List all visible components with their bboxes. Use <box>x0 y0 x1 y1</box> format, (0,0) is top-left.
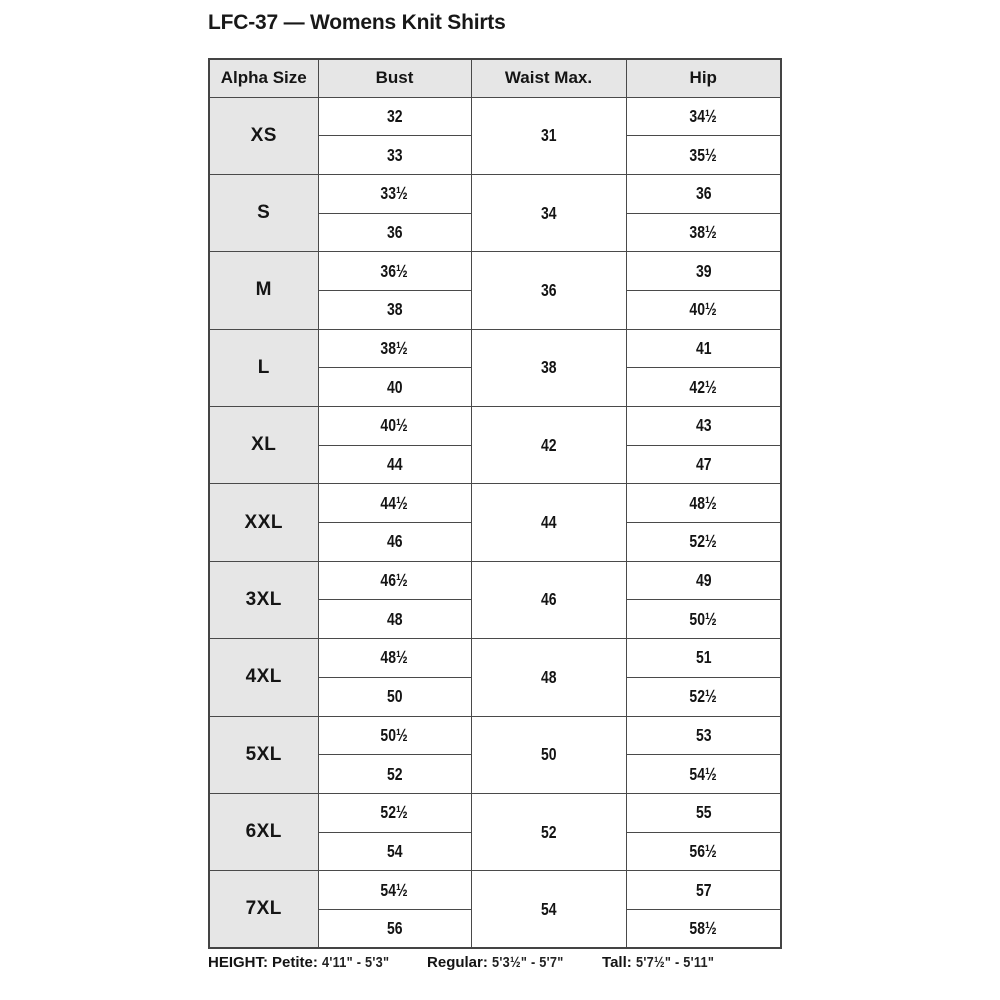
waist-value <box>471 871 626 948</box>
hip-value <box>626 716 781 755</box>
header-waist-max: Waist Max. <box>471 59 626 97</box>
bust-value <box>318 600 471 639</box>
hip-value <box>626 909 781 948</box>
bust-value-text: 40 <box>386 376 403 397</box>
hip-value-text: 54½ <box>689 763 717 784</box>
table-row <box>209 871 781 910</box>
petite-label: Petite: <box>272 954 318 971</box>
table-row <box>209 174 781 213</box>
bust-value <box>318 252 471 291</box>
regular-value: 5'3½" - 5'7" <box>491 954 564 971</box>
hip-value-text: 55 <box>695 802 712 823</box>
bust-value-text: 33 <box>386 144 403 165</box>
hip-value <box>626 290 781 329</box>
hip-value-text: 49 <box>695 570 712 591</box>
bust-value <box>318 213 471 252</box>
hip-value <box>626 407 781 446</box>
waist-value-text: 50 <box>540 744 557 765</box>
header-bust: Bust <box>318 59 471 97</box>
bust-value <box>318 174 471 213</box>
hip-value-text: 52½ <box>689 686 717 707</box>
bust-value <box>318 523 471 562</box>
hip-value-text: 38½ <box>689 221 717 242</box>
waist-value <box>471 484 626 561</box>
hip-value-text: 47 <box>695 454 712 475</box>
hip-value-text: 42½ <box>689 376 717 397</box>
hip-value <box>626 136 781 175</box>
height-footnote <box>208 954 754 971</box>
bust-value-text: 32 <box>386 105 403 126</box>
bust-value-text: 33½ <box>380 183 409 204</box>
table-row <box>209 252 781 291</box>
hip-value <box>626 445 781 484</box>
table-row <box>209 639 781 678</box>
header-alpha-size: Alpha Size <box>209 59 318 97</box>
alpha-size-cell: XXL <box>209 484 318 561</box>
bust-value-text: 40½ <box>380 415 409 436</box>
bust-value-text: 48½ <box>380 647 409 668</box>
alpha-size-cell: 7XL <box>209 871 318 948</box>
table-row <box>209 329 781 368</box>
waist-value-text: 31 <box>540 125 557 146</box>
petite-range <box>272 954 401 971</box>
bust-value-text: 44½ <box>380 492 409 513</box>
table-row <box>209 407 781 446</box>
hip-value <box>626 174 781 213</box>
tall-label: Tall: <box>602 954 632 971</box>
hip-value <box>626 484 781 523</box>
bust-value <box>318 368 471 407</box>
petite-value: 4'11" - 5'3" <box>321 954 390 971</box>
bust-value-text: 50½ <box>380 724 409 745</box>
hip-value <box>626 213 781 252</box>
waist-value <box>471 97 626 174</box>
hip-value <box>626 639 781 678</box>
bust-value <box>318 329 471 368</box>
regular-range <box>427 954 576 971</box>
hip-value-text: 36 <box>695 183 712 204</box>
hip-value <box>626 832 781 871</box>
waist-value-text: 48 <box>540 666 557 687</box>
hip-value-text: 51 <box>695 647 712 668</box>
bust-value-text: 50 <box>386 686 403 707</box>
hip-value-text: 52½ <box>689 531 717 552</box>
hip-value-text: 35½ <box>689 144 717 165</box>
table-row <box>209 793 781 832</box>
bust-value <box>318 407 471 446</box>
waist-value <box>471 639 626 716</box>
table-row <box>209 484 781 523</box>
bust-value-text: 52 <box>386 763 403 784</box>
bust-value <box>318 716 471 755</box>
bust-value <box>318 909 471 948</box>
alpha-size-cell: 6XL <box>209 793 318 870</box>
bust-value-text: 36½ <box>380 260 409 281</box>
hip-value <box>626 252 781 291</box>
hip-value-text: 57 <box>695 879 712 900</box>
bust-value <box>318 445 471 484</box>
alpha-size-cell: 3XL <box>209 561 318 638</box>
bust-value <box>318 793 471 832</box>
hip-value-text: 39 <box>695 260 712 281</box>
hip-value <box>626 871 781 910</box>
hip-value <box>626 329 781 368</box>
bust-value-text: 54 <box>386 840 403 861</box>
hip-value <box>626 523 781 562</box>
alpha-size-cell: 5XL <box>209 716 318 793</box>
waist-value-text: 42 <box>540 434 557 455</box>
bust-value <box>318 97 471 136</box>
alpha-size-cell: S <box>209 174 318 251</box>
hip-value <box>626 561 781 600</box>
waist-value-text: 52 <box>540 821 557 842</box>
alpha-size-cell: XL <box>209 407 318 484</box>
alpha-size-cell: XS <box>209 97 318 174</box>
bust-value <box>318 832 471 871</box>
hip-value-text: 48½ <box>689 492 717 513</box>
bust-value <box>318 561 471 600</box>
bust-value-text: 52½ <box>380 802 409 823</box>
hip-value <box>626 793 781 832</box>
bust-value <box>318 639 471 678</box>
waist-value <box>471 793 626 870</box>
hip-value-text: 56½ <box>689 840 717 861</box>
alpha-size-cell: 4XL <box>209 639 318 716</box>
hip-value-text: 43 <box>695 415 712 436</box>
waist-value <box>471 329 626 406</box>
waist-value-text: 38 <box>540 357 557 378</box>
hip-value <box>626 755 781 794</box>
header-hip: Hip <box>626 59 781 97</box>
bust-value-text: 36 <box>386 221 403 242</box>
alpha-size-cell: M <box>209 252 318 329</box>
alpha-size-cell: L <box>209 329 318 406</box>
table-row <box>209 716 781 755</box>
waist-value-text: 46 <box>540 589 557 610</box>
waist-value-text: 36 <box>540 279 557 300</box>
hip-value <box>626 677 781 716</box>
bust-value-text: 54½ <box>380 879 409 900</box>
waist-value-text: 34 <box>540 202 557 223</box>
bust-value <box>318 484 471 523</box>
hip-value-text: 41 <box>695 337 712 358</box>
tall-value: 5'7½" - 5'11" <box>635 954 714 971</box>
waist-value-text: 44 <box>540 512 557 533</box>
bust-value <box>318 290 471 329</box>
hip-value <box>626 600 781 639</box>
table-row <box>209 97 781 136</box>
waist-value <box>471 407 626 484</box>
bust-value-text: 46½ <box>380 570 409 591</box>
bust-value-text: 44 <box>386 454 403 475</box>
hip-value-text: 53 <box>695 724 712 745</box>
waist-value <box>471 716 626 793</box>
bust-value-text: 38 <box>386 299 403 320</box>
bust-value <box>318 136 471 175</box>
hip-value-text: 34½ <box>689 105 717 126</box>
waist-value-text: 54 <box>540 898 557 919</box>
bust-value-text: 38½ <box>380 337 409 358</box>
bust-value-text: 48 <box>386 608 403 629</box>
waist-value <box>471 561 626 638</box>
regular-label: Regular: <box>427 954 488 971</box>
hip-value-text: 50½ <box>689 608 717 629</box>
table-header-row <box>209 59 781 97</box>
bust-value <box>318 755 471 794</box>
waist-value <box>471 252 626 329</box>
bust-value <box>318 677 471 716</box>
bust-value <box>318 871 471 910</box>
table-row <box>209 561 781 600</box>
bust-value-text: 56 <box>386 918 403 939</box>
waist-value <box>471 174 626 251</box>
page-title: LFC-37 — Womens Knit Shirts <box>208 11 506 34</box>
height-label: HEIGHT: <box>208 954 268 971</box>
tall-range <box>602 954 728 971</box>
size-table <box>208 58 782 949</box>
bust-value-text: 46 <box>386 531 403 552</box>
hip-value <box>626 97 781 136</box>
hip-value-text: 58½ <box>689 918 717 939</box>
hip-value <box>626 368 781 407</box>
hip-value-text: 40½ <box>689 299 717 320</box>
